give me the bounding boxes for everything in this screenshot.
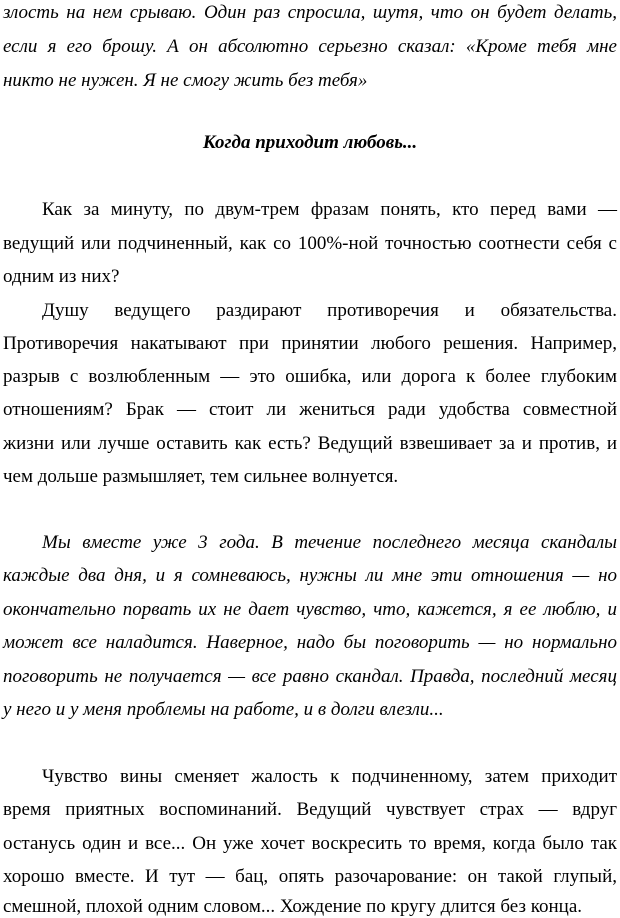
quote-line: Мы вместе уже 3 года. В течение последнего месяца скандалы — [42, 532, 617, 553]
section-heading: Когда приходит любовь... — [202, 132, 418, 153]
quote-line: злость на нем срываю. Один раз спросила, шутя, что он будет делать, — [3, 2, 617, 23]
quote-line: окончательно порвать их не дает чувство, что, кажется, я ее люблю, и — [3, 599, 617, 620]
quote-line: может все наладится. Наверное, надо бы поговорить — но нормально — [3, 632, 617, 653]
paragraph-line: Как за минуту, по двум-трем фразам понять, кто перед вами — — [42, 199, 617, 220]
quote-line: если я его брошу. А он абсолютно серьезно сказал: «Кроме тебя мне — [3, 36, 617, 57]
paragraph-line: останусь один и все... Он уже хочет воскресить то время, когда было так — [3, 833, 617, 854]
paragraph-line: хорошо вместе. И тут — бац, опять разочарование: он такой глупый, — [3, 866, 617, 887]
paragraph-line: отношениям? Брак — стоит ли жениться ради удобства совместной — [3, 399, 617, 420]
paragraph-line: время приятных воспоминаний. Ведущий чувствует страх — вдруг — [3, 799, 617, 820]
quote-line: никто не нужен. Я не смогу жить без тебя» — [3, 70, 368, 91]
paragraph-line: смешной, плохой одним словом... Хождение по кругу длится без конца. — [3, 896, 583, 917]
quote-line: у него и у меня проблемы на работе, и в долги влезли... — [3, 699, 444, 720]
quote-line: поговорить не получается — все равно скандал. Правда, последний месяц — [3, 666, 617, 687]
paragraph-line: жизни или лучше оставить как есть? Ведущий взвешивает за и против, и — [3, 433, 617, 454]
paragraph-line: разрыв с возлюбленным — это ошибка, или дорога к более глубоким — [3, 366, 617, 387]
paragraph-line: одним из них? — [3, 266, 120, 287]
paragraph-line: Чувство вины сменяет жалость к подчиненному, затем приходит — [42, 766, 617, 787]
quote-line: каждые два дня, и я сомневаюсь, нужны ли мне эти отношения — но — [3, 565, 617, 586]
paragraph-line: чем дольше размышляет, тем сильнее волнуется. — [3, 466, 399, 487]
paragraph-line: Душу ведущего раздирают противоречия и обязательства. — [42, 300, 617, 321]
paragraph-line: Противоречия накатывают при принятии любого решения. Например, — [3, 333, 617, 354]
paragraph-line: ведущий или подчиненный, как со 100%-ной точностью соотнести себя с — [3, 233, 617, 254]
